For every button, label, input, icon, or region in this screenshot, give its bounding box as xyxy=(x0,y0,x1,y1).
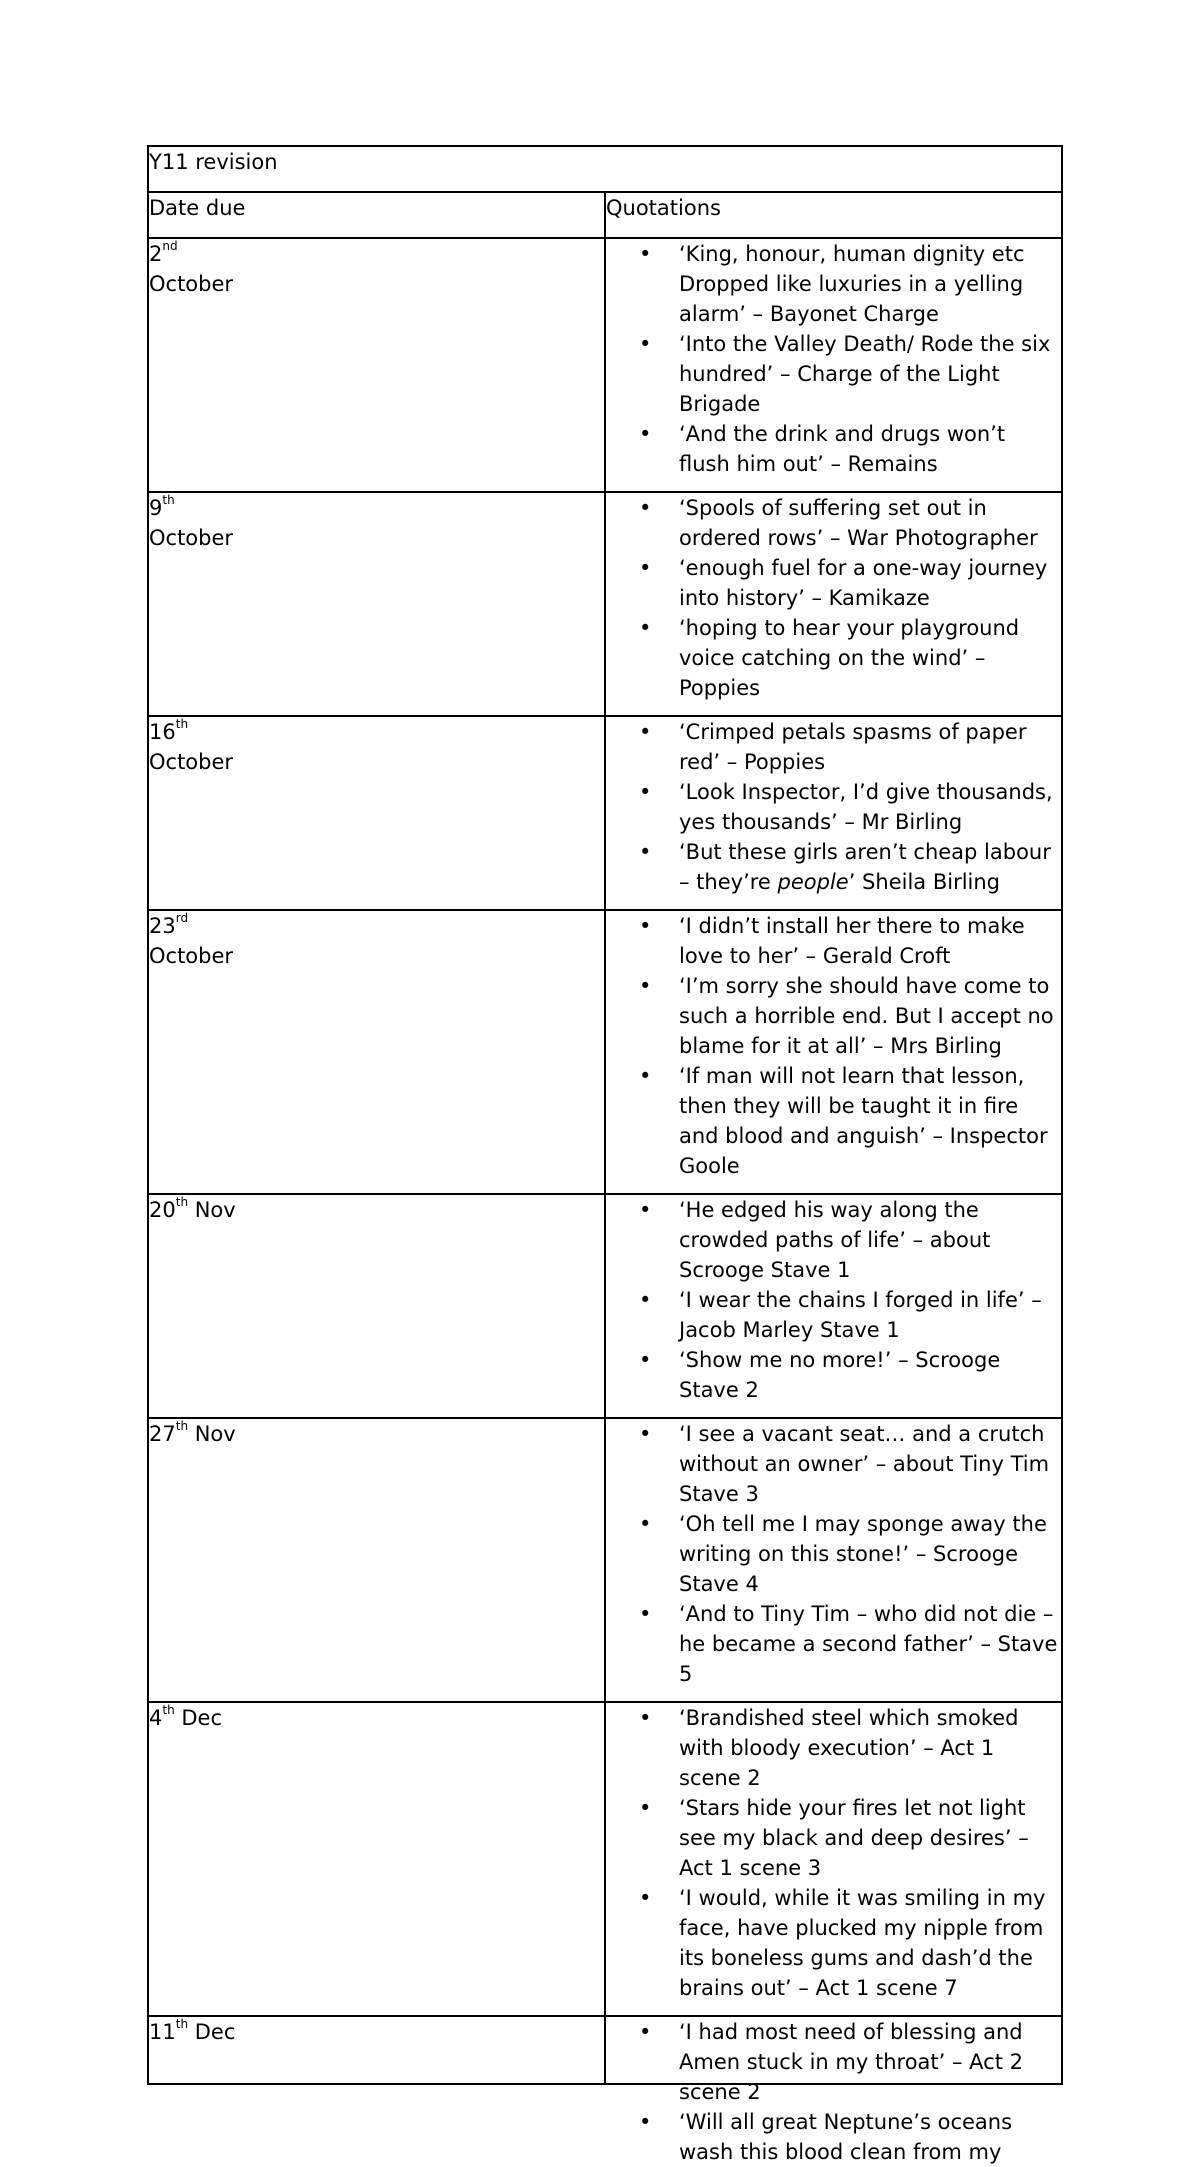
quotes-cell xyxy=(605,1418,1062,1702)
quote-item: • ‘Show me no more!’ – Scrooge Stave 2 xyxy=(606,1345,1061,1405)
quote-item: • ‘Brandished steel which smoked with bloody execution’ – Act 1 scene 2 xyxy=(606,1703,1061,1793)
table-row xyxy=(148,716,1062,910)
quote-item: • ‘Look Inspector, I’d give thousands, yes thousands’ – Mr Birling xyxy=(606,777,1061,837)
quote-item: • ‘I see a vacant seat… and a crutch without an owner’ – about Tiny Tim Stave 3 xyxy=(606,1419,1061,1509)
quote-item: • ‘He edged his way along the crowded paths of life’ – about Scrooge Stave 1 xyxy=(606,1195,1061,1285)
quotes-cell xyxy=(605,492,1062,716)
quote-item: • ‘hoping to hear your playground voice catching on the wind’ – Poppies xyxy=(606,613,1061,703)
table-row xyxy=(148,2016,1062,2084)
date-cell: 9th October xyxy=(148,492,605,716)
quote-item: • ‘And the drink and drugs won’t flush him out’ – Remains xyxy=(606,419,1061,479)
quote-item: • ‘Crimped petals spasms of paper red’ – Poppies xyxy=(606,717,1061,777)
quote-item: • ‘I had most need of blessing and Amen stuck in my throat’ – Act 2 scene 2 xyxy=(606,2017,1061,2107)
quote-item: • ‘I wear the chains I forged in life’ – Jacob Marley Stave 1 xyxy=(606,1285,1061,1345)
quote-item: • ‘Spools of suffering set out in ordered rows’ – War Photographer xyxy=(606,493,1061,553)
table-row xyxy=(148,1702,1062,2016)
date-cell: 11th Dec xyxy=(148,2016,605,2084)
table-row xyxy=(148,238,1062,492)
table-row xyxy=(148,492,1062,716)
table-row xyxy=(148,910,1062,1194)
quote-item: • ‘Stars hide your fires let not light see my black and deep desires’ – Act 1 scene 3 xyxy=(606,1793,1061,1883)
quote-item: • ‘enough fuel for a one-way journey into history’ – Kamikaze xyxy=(606,553,1061,613)
revision-table xyxy=(147,145,1063,2164)
quote-item: • ‘I didn’t install her there to make love to her’ – Gerald Croft xyxy=(606,911,1061,971)
quote-item: • ‘If man will not learn that lesson, then they will be taught it in fire and blood and anguish’ – Inspector Goole xyxy=(606,1061,1061,1181)
header-quotations: Quotations xyxy=(605,192,1062,238)
table-row xyxy=(148,1418,1062,1702)
date-cell: 16th October xyxy=(148,716,605,910)
header-date-due: Date due xyxy=(148,192,605,238)
quote-item: • ‘Into the Valley Death/ Rode the six hundred’ – Charge of the Light Brigade xyxy=(606,329,1061,419)
quote-item: • ‘Will all great Neptune’s oceans wash this blood clean from my xyxy=(606,2107,1061,2167)
table-title: Y11 revision xyxy=(148,146,1062,192)
quote-item: • ‘Oh tell me I may sponge away the writing on this stone!’ – Scrooge Stave 4 xyxy=(606,1509,1061,1599)
table-row xyxy=(148,1194,1062,1418)
quotes-cell xyxy=(605,1194,1062,1418)
date-cell: 4th Dec xyxy=(148,1702,605,2016)
quote-item: • ‘And to Tiny Tim – who did not die – he became a second father’ – Stave 5 xyxy=(606,1599,1061,1689)
quote-item: • ‘King, honour, human dignity etc Dropped like luxuries in a yelling alarm’ – Bayonet Charge xyxy=(606,239,1061,329)
emphasis-text: people xyxy=(777,870,849,894)
quotes-cell xyxy=(605,1702,1062,2016)
quotes-cell xyxy=(605,910,1062,1194)
quotes-cell xyxy=(605,716,1062,910)
date-cell: 23rd October xyxy=(148,910,605,1194)
quotes-cell xyxy=(605,2016,1062,2164)
date-cell: 2nd October xyxy=(148,238,605,492)
date-cell: 27th Nov xyxy=(148,1418,605,1702)
quote-item: • ‘I would, while it was smiling in my face, have plucked my nipple from its boneless gums and dash’d the brains out’ – Act 1 scene 7 xyxy=(606,1883,1061,2003)
date-cell: 20th Nov xyxy=(148,1194,605,1418)
quote-item: • ‘I’m sorry she should have come to such a horrible end. But I accept no blame for it at all’ – Mrs Birling xyxy=(606,971,1061,1061)
quotes-cell xyxy=(605,238,1062,492)
quote-item: • ‘But these girls aren’t cheap labour – they’re people’ Sheila Birling xyxy=(606,837,1061,897)
